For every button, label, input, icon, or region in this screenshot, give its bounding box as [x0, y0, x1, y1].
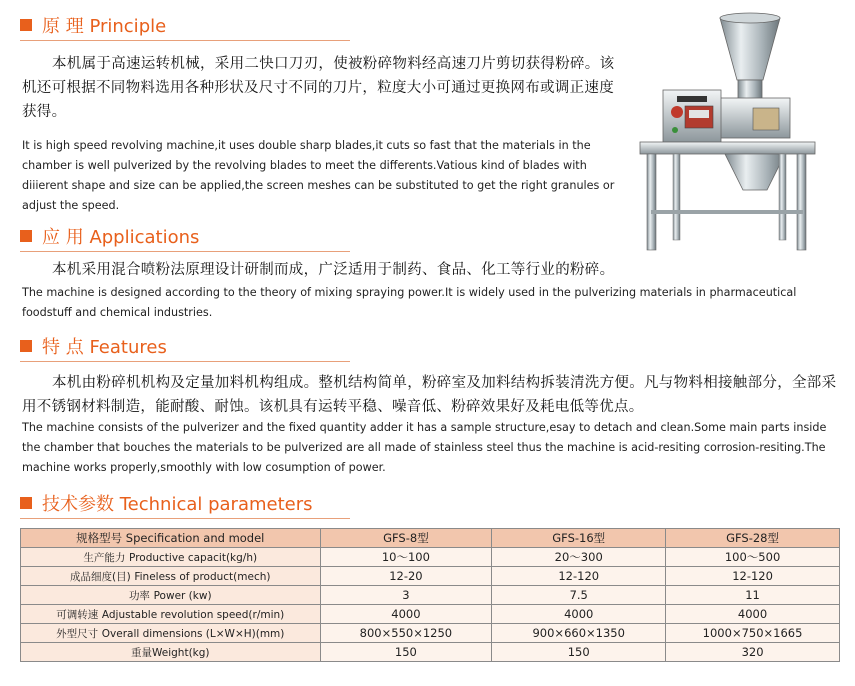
table-row: 外型尺寸 Overall dimensions (L×W×H)(mm) 800×550×1250 900×660×1350 1000×750×1665	[21, 624, 840, 643]
table-row: 重量Weight(kg) 150 150 320	[21, 643, 840, 662]
applications-zh-text: 本机采用混合喷粉法原理设计研制而成，广泛适用于制药、食品、化工等行业的粉碎。	[52, 262, 615, 278]
header-model-cell: GFS-28型	[666, 529, 840, 548]
row-label: 重量Weight(kg)	[21, 643, 321, 662]
row-label: 功率 Power (kw)	[21, 586, 321, 605]
pulverizer-machine-image	[625, 10, 840, 255]
table-row: 成品细度(目) Fineless of product(mech) 12-20 12-120 12-120	[21, 567, 840, 586]
technical-parameters-table	[20, 528, 840, 662]
technical-heading: 技术参数 Technical parameters	[20, 490, 313, 516]
row-label: 可调转速 Adjustable revolution speed(r/min)	[21, 605, 321, 624]
header-model-cell: GFS-8型	[320, 529, 492, 548]
table-row: 可调转速 Adjustable revolution speed(r/min) 4000 4000 4000	[21, 605, 840, 624]
heading-underline	[20, 518, 350, 519]
heading-square-icon	[20, 19, 32, 31]
principle-en-text: It is high speed revolving machine,it uses double sharp blades,it cuts so fast that the materials in the chamber is well pulverized by the revolving blades to meet the differents.Vatious kind of blades with diiierent shape and size can be applied,the screen meshes can be substituted to get the right granules or adjust the speed.	[22, 139, 615, 212]
features-zh-text: 本机由粉碎机机构及定量加料机构组成。整机结构简单，粉碎室及加料结构拆装清洗方便。凡与物料相接触部分，全部采用不锈钢材料制造，能耐酸、耐蚀。该机具有运转平稳、噪音低、粉碎效果好及耗电低等优点。	[22, 375, 837, 415]
features-heading: 特 点 Features	[20, 333, 167, 359]
features-en-text: The machine consists of the pulverizer and the fixed quantity adder it has a sample structure,esay to detach and clean.Some main parts inside the chamber that bouches the materials to be pulverized are all made of stainless steel thus the machine is acid-resiting corrosion-resiting.The machine works properly,smoothly with low cosumption of power.	[22, 421, 827, 474]
heading-square-icon	[20, 230, 32, 242]
applications-en-text: The machine is designed according to the theory of mixing spraying power.It is widely used in the pulverizing materials in pharmaceutical foodstuff and chemical industries.	[22, 286, 797, 319]
header-model-cell: GFS-16型	[492, 529, 666, 548]
header-label-cell: 规格型号 Specification and model	[21, 529, 321, 548]
table-row: 生产能力 Productive capacit(kg/h) 10～100 20～300 100～500	[21, 548, 840, 567]
heading-square-icon	[20, 340, 32, 352]
row-label: 外型尺寸 Overall dimensions (L×W×H)(mm)	[21, 624, 321, 643]
principle-heading: 原 理 Principle	[20, 12, 166, 38]
row-label: 成品细度(目) Fineless of product(mech)	[21, 567, 321, 586]
principle-zh-text: 本机属于高速运转机械，采用二快口刀刃，使被粉碎物料经高速刀片剪切获得粉碎。该机还可根据不同物料选用各种形状及尺寸不同的刀片，粒度大小可通过更换网布或调正速度获得。	[22, 56, 615, 120]
table-header-row	[21, 529, 840, 548]
heading-underline	[20, 40, 350, 41]
applications-heading: 应 用 Applications	[20, 223, 199, 249]
row-label: 生产能力 Productive capacit(kg/h)	[21, 548, 321, 567]
heading-square-icon	[20, 497, 32, 509]
heading-underline	[20, 361, 350, 362]
table-row: 功率 Power (kw) 3 7.5 11	[21, 586, 840, 605]
heading-underline	[20, 251, 350, 252]
